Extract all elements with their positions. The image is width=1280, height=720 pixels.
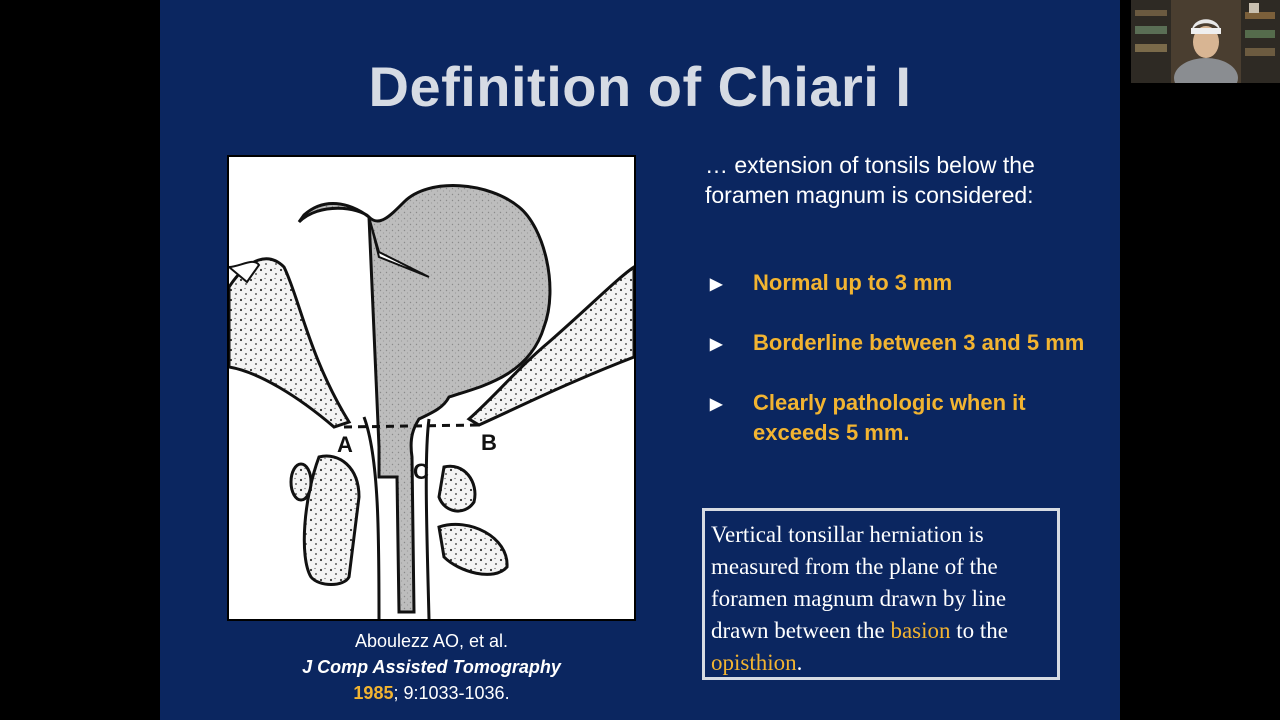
play-triangle-icon: ▶ [710, 276, 723, 293]
note-text: to the [950, 618, 1009, 643]
citation-authors: Aboulezz AO, et al. [354, 631, 509, 651]
note-text: . [796, 650, 803, 675]
bullet-text: Clearly pathologic when it exceeds 5 mm. [753, 390, 1026, 445]
citation-journal: J Comp Assisted Tomography [302, 657, 561, 677]
bullet-text: Borderline between 3 and 5 mm [753, 330, 1085, 355]
diagram-label-a: A [337, 432, 353, 457]
diagram-label-c: C [413, 459, 429, 484]
citation [227, 628, 636, 706]
webcam-thumbnail [1131, 0, 1280, 83]
slide-title: Definition of Chiari I [368, 55, 912, 118]
diagram-label-b: B [481, 430, 497, 455]
note-opisthion: opisthion [711, 650, 797, 675]
citation-pages: ; 9:1033-1036. [393, 683, 510, 703]
bullet-text: Normal up to 3 mm [753, 270, 953, 295]
intro-text: … extension of tonsils below the foramen magnum is considered: [705, 152, 1035, 208]
play-triangle-icon: ▶ [710, 396, 723, 413]
slide [160, 0, 1120, 720]
chiari-diagram [227, 155, 636, 621]
criteria-list [710, 268, 1100, 478]
list-item [710, 388, 1100, 448]
list-item [710, 328, 1100, 358]
citation-ref [227, 680, 636, 706]
play-triangle-icon: ▶ [710, 336, 723, 353]
definition-note-box [702, 508, 1060, 680]
list-item [710, 268, 1100, 298]
note-text: Vertical tonsillar herniation is measured from the plane of the foramen magnum drawn by line drawn between the [711, 522, 1007, 643]
citation-year: 1985 [353, 683, 394, 703]
note-basion: basion [890, 618, 951, 643]
